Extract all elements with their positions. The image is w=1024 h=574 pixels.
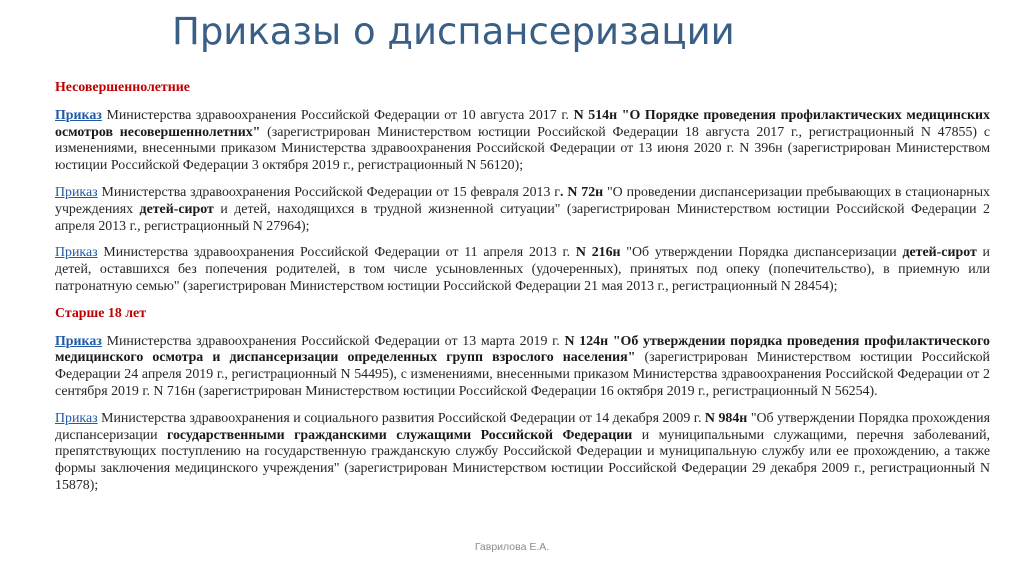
order-text: Министерства здравоохранения Российской Федерации от 15 февраля 2013 г xyxy=(97,184,561,200)
slide-content xyxy=(55,80,990,505)
order-72n-paragraph xyxy=(55,185,990,235)
order-emphasis: детей-сирот xyxy=(902,245,977,261)
order-text: Министерства здравоохранения и социального развития Российской Федерации от 14 декабря 2009 г. xyxy=(97,410,705,426)
order-514n-link[interactable]: Приказ xyxy=(55,107,102,123)
order-emphasis: детей-сирот xyxy=(139,201,214,217)
slide-title: Приказы о диспансеризации xyxy=(172,10,735,53)
order-text: и детей, оставшихся без попечения родителей, в том числе усыновленных (удочеренных), принятых под опеку (попечительство), в приемную или патронатную семью" (зарегистрирован Министерством юстиции Российской Федерации 21 мая 2013 г., регистрационный N 28454); xyxy=(55,245,990,294)
order-emphasis: государственными гражданскими служащими Российской Федерации xyxy=(167,427,633,443)
order-number: N 984н xyxy=(704,410,748,426)
order-text: Министерства здравоохранения Российской Федерации от 10 августа 2017 г. xyxy=(101,107,574,123)
order-number: . N 72н xyxy=(560,184,604,200)
order-text: и муниципальными служащими, перечня заболеваний, препятствующих поступлению на государственную гражданскую службу Российской Федерации и муниципальную службу или ее прохождению, а также формы заключения медицинского учреждения" (зарегистрирован Министерством юстиции Российской Федерации 29 декабря 2009 г., регистрационный N 15878); xyxy=(55,427,990,493)
order-text: "О проведении диспансеризации пребывающих в стационарных учреждениях xyxy=(55,184,990,217)
order-124n-paragraph xyxy=(55,334,990,401)
order-72n-link[interactable]: Приказ xyxy=(55,184,98,200)
order-number-title: N 514н "О Порядке проведения профилактических медицинских осмотров несовершеннолетних" xyxy=(55,107,990,140)
order-514n-paragraph xyxy=(55,108,990,175)
order-984n-paragraph xyxy=(55,411,990,495)
order-text: Министерства здравоохранения Российской Федерации от 13 марта 2019 г. xyxy=(101,333,565,349)
order-number-title: N 124н "Об утверждении порядка проведения профилактического медицинского осмотра и диспансеризации определенных групп взрослого населения" xyxy=(55,333,990,366)
order-number: N 216н xyxy=(575,245,621,261)
order-124n-link[interactable]: Приказ xyxy=(55,333,102,349)
order-text: "Об утверждении Порядка прохождения диспансеризации xyxy=(55,410,991,443)
slide-footer-author: Гаврилова Е.А. xyxy=(474,541,550,553)
order-text: (зарегистрирован Министерством юстиции Российской Федерации 18 августа 2017 г., регистрационный N 47855) с изменениями, внесенными приказом Министерства здравоохранения Российской Федерации от 13 июня 2020 г. N 396н (зарегистрирован Министерством юстиции Российской Федерации 3 октября 2019 г., регистрационный N 56120); xyxy=(55,124,990,174)
order-216n-link[interactable]: Приказ xyxy=(55,245,98,261)
order-984n-link[interactable]: Приказ xyxy=(55,410,98,426)
order-text: "Об утверждении Порядка диспансеризации xyxy=(620,245,903,261)
order-text: Министерства здравоохранения Российской Федерации от 11 апреля 2013 г. xyxy=(97,245,576,261)
order-text: (зарегистрирован Министерством юстиции Российской Федерации 24 апреля 2019 г., регистрационный N 54495), с изменениями, внесенными приказом Министерства здравоохранения Российской Федерации от 2 сентября 2019 г. N 716н (зарегистрирован Министерством юстиции Российской Федерации 16 октября 2019 г., регистрационный N 56254). xyxy=(55,350,990,399)
section-heading-minors: Несовершеннолетние xyxy=(55,80,190,95)
section-heading-adults: Старше 18 лет xyxy=(55,305,147,321)
order-text: и детей, находящихся в трудной жизненной ситуации" (зарегистрирован Министерством юстиции Российской Федерации 2 апреля 2013 г., регистрационный N 27964); xyxy=(55,201,990,234)
order-216n-paragraph xyxy=(55,245,990,295)
